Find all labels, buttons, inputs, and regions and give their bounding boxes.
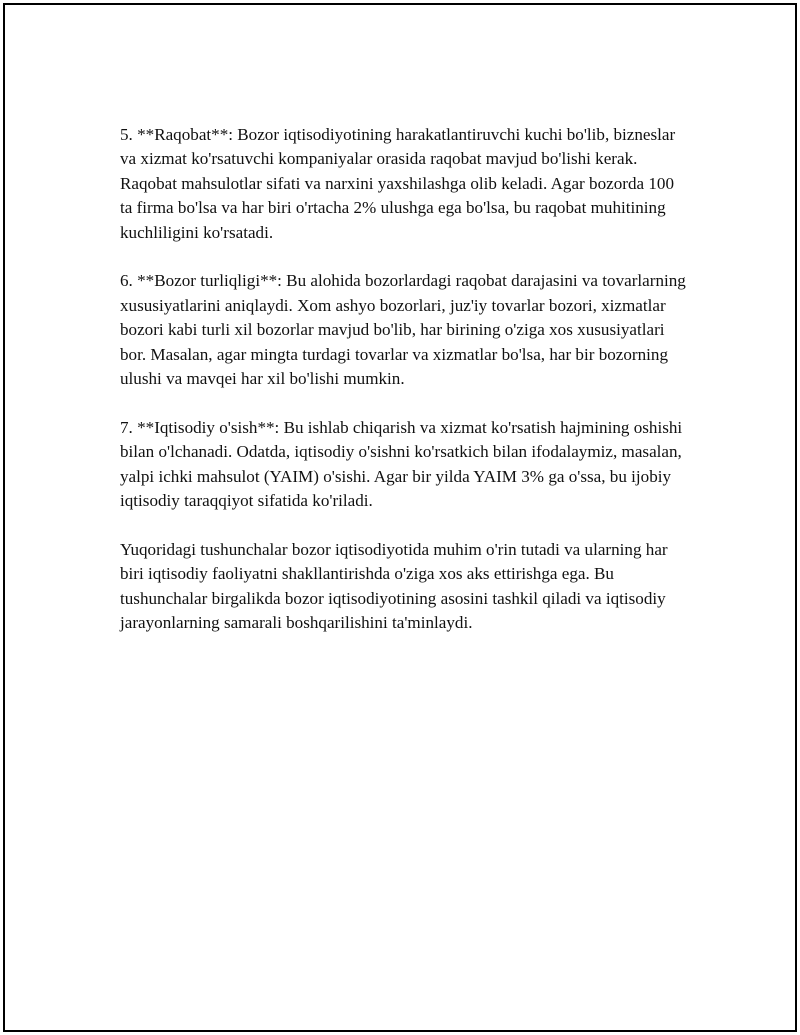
document-page [3,3,797,1032]
paragraph-bozor-turliqligi: 6. **Bozor turliqligi**: Bu alohida bozorlardagi raqobat darajasini va tovarlarning xususiyatlarini aniqlaydi. Xom ashyo bozorlari, juz'iy tovarlar bozori, xizmatlar bozori kabi turli xil bozorlar mavjud bo'lib, har birining o'ziga xos xususiyatlari bor. Masalan, agar mingta turdagi tovarlar va xizmatlar bo'lsa, har bir bozorning ulushi va mavqei har xil bo'lishi mumkin. [120,271,686,389]
paragraph-iqtisodiy-osish: 7. **Iqtisodiy o'sish**: Bu ishlab chiqarish va xizmat ko'rsatish hajmining oshishi bilan o'lchanadi. Odatda, iqtisodiy o'sishni ko'rsatkich bilan ifodalaymiz, masalan, yalpi ichki mahsulot (YAIM) o'sishi. Agar bir yilda YAIM 3% ga o'ssa, bu ijobiy iqtisodiy taraqqiyot sifatida ko'riladi. [120,417,683,511]
document-body [120,123,690,660]
paragraph-raqobat: 5. **Raqobat**: Bozor iqtisodiyotining harakatlantiruvchi kuchi bo'lib, bizneslar va xizmat ko'rsatuvchi kompaniyalar orasida raqobat mavjud bo'lishi kerak. Raqobat mahsulotlar sifati va narxini yaxshilashga olib keladi. Agar bozorda 100 ta firma bo'lsa va har biri o'rtacha 2% ulushga ega bo'lsa, bu raqobat muhitining kuchliligini ko'rsatadi. [120,125,676,242]
paragraph-summary: Yuqoridagi tushunchalar bozor iqtisodiyotida muhim o'rin tutadi va ularning har biri iqtisodiy faoliyatni shakllantirishda o'ziga xos aks ettirishga ega. Bu tushunchalar birgalikda bozor iqtisodiyotining asosini tashkil qiladi va iqtisodiy jarayonlarning samarali boshqarilishini ta'minlaydi. [120,539,668,633]
